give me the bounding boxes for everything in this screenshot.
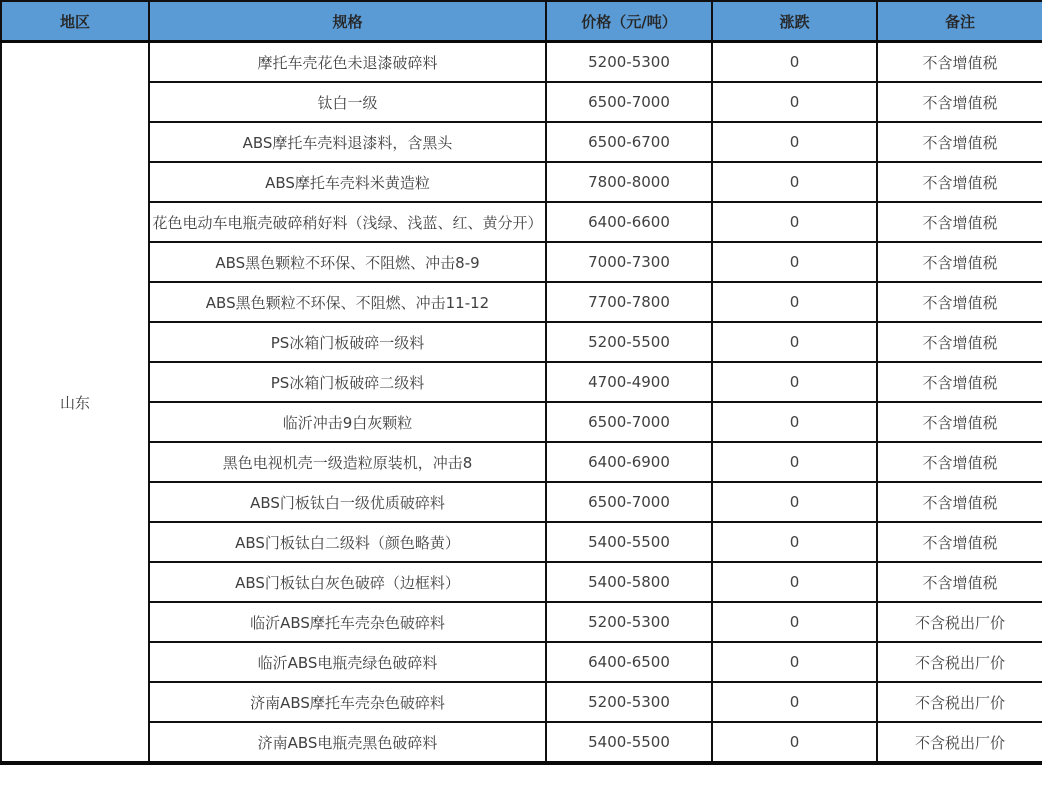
spec-cell: ABS门板钛白灰色破碎（边框料） <box>149 562 546 602</box>
price-cell: 7000-7300 <box>546 242 712 282</box>
region-cell: 山东 <box>1 42 149 764</box>
table-row <box>1 442 1042 482</box>
note-cell: 不含税出厂价 <box>877 722 1042 763</box>
table-row <box>1 722 1042 763</box>
table-row <box>1 202 1042 242</box>
table-row <box>1 562 1042 602</box>
note-cell: 不含税出厂价 <box>877 602 1042 642</box>
table-row <box>1 82 1042 122</box>
note-cell: 不含增值税 <box>877 242 1042 282</box>
spec-cell: ABS摩托车壳料米黄造粒 <box>149 162 546 202</box>
change-cell: 0 <box>712 642 877 682</box>
note-cell: 不含增值税 <box>877 82 1042 122</box>
change-cell: 0 <box>712 682 877 722</box>
change-cell: 0 <box>712 122 877 162</box>
change-cell: 0 <box>712 282 877 322</box>
table-row <box>1 642 1042 682</box>
note-cell: 不含增值税 <box>877 322 1042 362</box>
price-cell: 6400-6600 <box>546 202 712 242</box>
price-cell: 5200-5300 <box>546 682 712 722</box>
table-row <box>1 402 1042 442</box>
spec-cell: 花色电动车电瓶壳破碎稍好料（浅绿、浅蓝、红、黄分开） <box>149 202 546 242</box>
price-cell: 6400-6900 <box>546 442 712 482</box>
price-cell: 5200-5500 <box>546 322 712 362</box>
price-cell: 5200-5300 <box>546 42 712 83</box>
table-row <box>1 42 1042 83</box>
table-row <box>1 522 1042 562</box>
table-row <box>1 682 1042 722</box>
spec-cell: 临沂冲击9白灰颗粒 <box>149 402 546 442</box>
note-cell: 不含税出厂价 <box>877 642 1042 682</box>
note-cell: 不含增值税 <box>877 522 1042 562</box>
spec-cell: 临沂ABS摩托车壳杂色破碎料 <box>149 602 546 642</box>
note-cell: 不含增值税 <box>877 442 1042 482</box>
note-cell: 不含税出厂价 <box>877 682 1042 722</box>
price-cell: 5400-5800 <box>546 562 712 602</box>
change-cell: 0 <box>712 202 877 242</box>
table-header <box>1 1 1042 42</box>
note-cell: 不含增值税 <box>877 162 1042 202</box>
price-cell: 4700-4900 <box>546 362 712 402</box>
spec-cell: ABS门板钛白一级优质破碎料 <box>149 482 546 522</box>
table-row <box>1 162 1042 202</box>
note-cell: 不含增值税 <box>877 42 1042 83</box>
change-cell: 0 <box>712 242 877 282</box>
change-cell: 0 <box>712 322 877 362</box>
table-row <box>1 242 1042 282</box>
change-cell: 0 <box>712 562 877 602</box>
col-header-spec: 规格 <box>149 1 546 42</box>
price-cell: 6500-6700 <box>546 122 712 162</box>
spec-cell: PS冰箱门板破碎二级料 <box>149 362 546 402</box>
table-row <box>1 362 1042 402</box>
table-row <box>1 282 1042 322</box>
spec-cell: 济南ABS电瓶壳黑色破碎料 <box>149 722 546 763</box>
table-row <box>1 602 1042 642</box>
price-cell: 6400-6500 <box>546 642 712 682</box>
table-row <box>1 122 1042 162</box>
spec-cell: ABS摩托车壳料退漆料，含黑头 <box>149 122 546 162</box>
spec-cell: 钛白一级 <box>149 82 546 122</box>
price-cell: 5200-5300 <box>546 602 712 642</box>
price-cell: 7700-7800 <box>546 282 712 322</box>
spec-cell: ABS黑色颗粒不环保、不阻燃、冲击11-12 <box>149 282 546 322</box>
change-cell: 0 <box>712 602 877 642</box>
price-cell: 7800-8000 <box>546 162 712 202</box>
change-cell: 0 <box>712 442 877 482</box>
note-cell: 不含增值税 <box>877 202 1042 242</box>
change-cell: 0 <box>712 362 877 402</box>
note-cell: 不含增值税 <box>877 282 1042 322</box>
change-cell: 0 <box>712 82 877 122</box>
col-header-price: 价格（元/吨） <box>546 1 712 42</box>
note-cell: 不含增值税 <box>877 562 1042 602</box>
spec-cell: 济南ABS摩托车壳杂色破碎料 <box>149 682 546 722</box>
price-cell: 6500-7000 <box>546 82 712 122</box>
header-row <box>1 1 1042 42</box>
col-header-change: 涨跌 <box>712 1 877 42</box>
col-header-note: 备注 <box>877 1 1042 42</box>
table-row <box>1 482 1042 522</box>
note-cell: 不含增值税 <box>877 122 1042 162</box>
price-cell: 6500-7000 <box>546 482 712 522</box>
change-cell: 0 <box>712 722 877 763</box>
price-cell: 5400-5500 <box>546 522 712 562</box>
spec-cell: PS冰箱门板破碎一级料 <box>149 322 546 362</box>
col-header-region: 地区 <box>1 1 149 42</box>
spec-cell: ABS门板钛白二级料（颜色略黄） <box>149 522 546 562</box>
change-cell: 0 <box>712 402 877 442</box>
spec-cell: 摩托车壳花色未退漆破碎料 <box>149 42 546 83</box>
spec-cell: 临沂ABS电瓶壳绿色破碎料 <box>149 642 546 682</box>
table-row <box>1 322 1042 362</box>
spec-cell: ABS黑色颗粒不环保、不阻燃、冲击8-9 <box>149 242 546 282</box>
spec-cell: 黑色电视机壳一级造粒原装机，冲击8 <box>149 442 546 482</box>
price-cell: 5400-5500 <box>546 722 712 763</box>
change-cell: 0 <box>712 482 877 522</box>
note-cell: 不含增值税 <box>877 482 1042 522</box>
note-cell: 不含增值税 <box>877 362 1042 402</box>
note-cell: 不含增值税 <box>877 402 1042 442</box>
change-cell: 0 <box>712 162 877 202</box>
change-cell: 0 <box>712 522 877 562</box>
table-body <box>1 42 1042 764</box>
price-cell: 6500-7000 <box>546 402 712 442</box>
change-cell: 0 <box>712 42 877 83</box>
